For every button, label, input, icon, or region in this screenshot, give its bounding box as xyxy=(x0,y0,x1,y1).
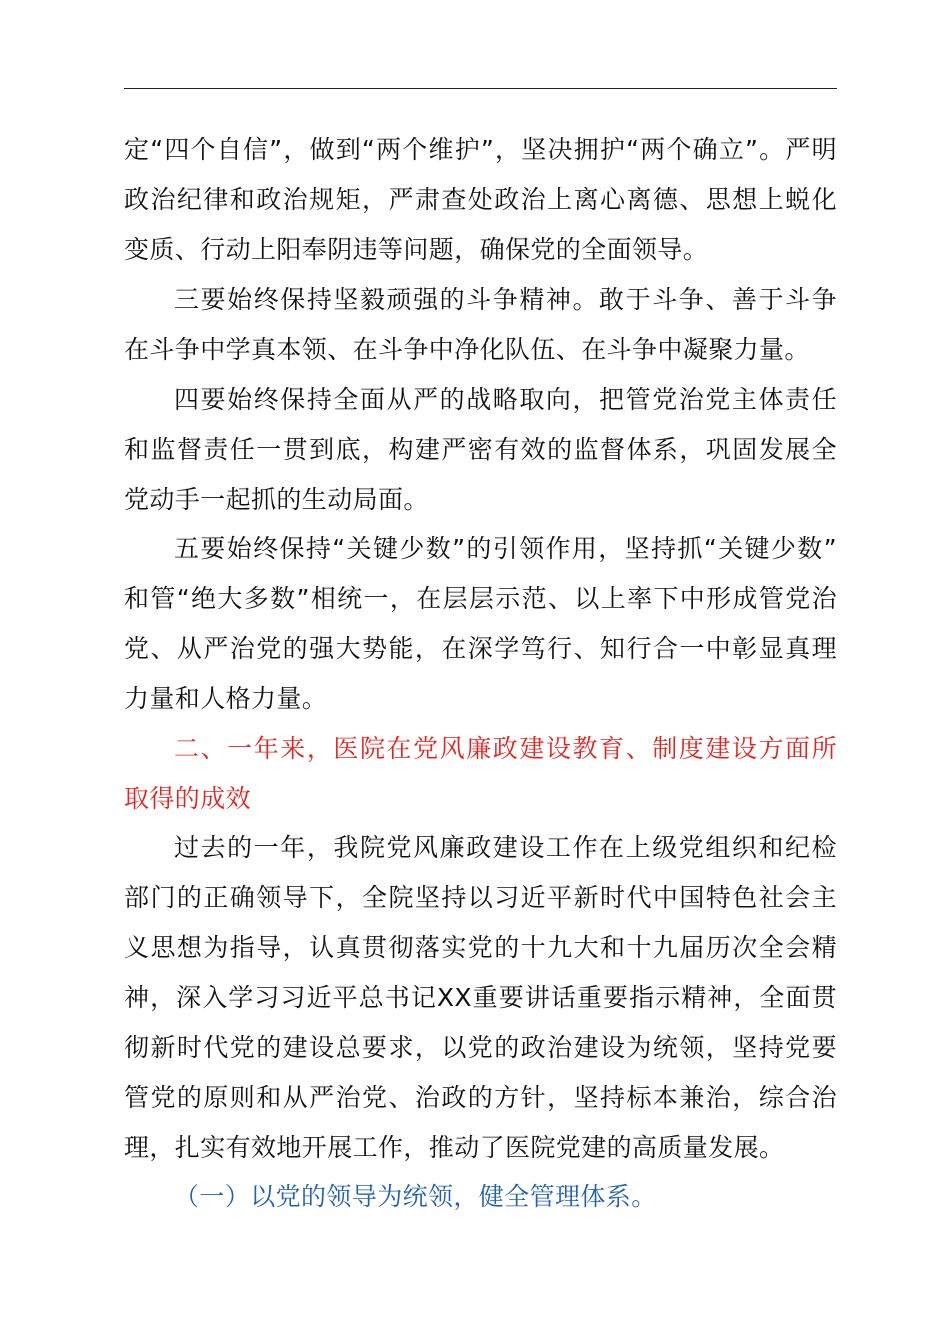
subsection-heading: （一）以党的领导为统领，健全管理体系。 xyxy=(174,1182,657,1211)
paragraph-line: 力量和人格力量。 xyxy=(124,684,328,713)
paragraph-line: 在斗争中学真本领、在斗争中净化队伍、在斗争中凝聚力量。 xyxy=(124,335,810,364)
paragraph-line: 理，扎实有效地开展工作，推动了医院党建的高质量发展。 xyxy=(124,1133,785,1162)
paragraph-line: 彻新时代党的建设总要求，以党的政治建设为统领，坚持党要 xyxy=(124,1033,837,1062)
paragraph-line: 过去的一年，我院党风廉政建设工作在上级党组织和纪检 xyxy=(174,833,837,862)
paragraph-line: 五要始终保持“关键少数”的引领作用，坚持抓“关键少数” xyxy=(174,534,837,563)
paragraph-line: 政治纪律和政治规矩，严肃查处政治上离心离德、思想上蜕化 xyxy=(124,185,837,214)
section-heading: 二、一年来，医院在党风廉政建设教育、制度建设方面所 xyxy=(174,734,837,763)
paragraph-line: 管党的原则和从严治党、治政的方针，坚持标本兼治，综合治 xyxy=(124,1083,837,1112)
header-rule xyxy=(124,88,837,89)
paragraph-line: 和监督责任一贯到底，构建严密有效的监督体系，巩固发展全 xyxy=(124,435,837,464)
paragraph-line: 义思想为指导，认真贯彻落实党的十九大和十九届历次全会精 xyxy=(124,933,837,962)
paragraph-line: 党动手一起抓的生动局面。 xyxy=(124,485,429,514)
paragraph-line: 三要始终保持坚毅顽强的斗争精神。敢于斗争、善于斗争 xyxy=(174,285,837,314)
paragraph-line: 部门的正确领导下，全院坚持以习近平新时代中国特色社会主 xyxy=(124,883,837,912)
paragraph-line: 变质、行动上阳奉阴违等问题，确保党的全面领导。 xyxy=(124,235,709,264)
paragraph-line: 党、从严治党的强大势能，在深学笃行、知行合一中彰显真理 xyxy=(124,634,837,663)
paragraph-line: 四要始终保持全面从严的战略取向，把管党治党主体责任 xyxy=(174,385,837,414)
paragraph-line: 神，深入学习习近平总书记XX重要讲话重要指示精神，全面贯 xyxy=(124,983,837,1012)
paragraph-line: 和管“绝大多数”相统一，在层层示范、以上率下中形成管党治 xyxy=(124,584,837,613)
section-heading: 取得的成效 xyxy=(124,784,252,813)
paragraph-line: 定“四个自信”，做到“两个维护”，坚决拥护“两个确立”。严明 xyxy=(124,135,837,164)
